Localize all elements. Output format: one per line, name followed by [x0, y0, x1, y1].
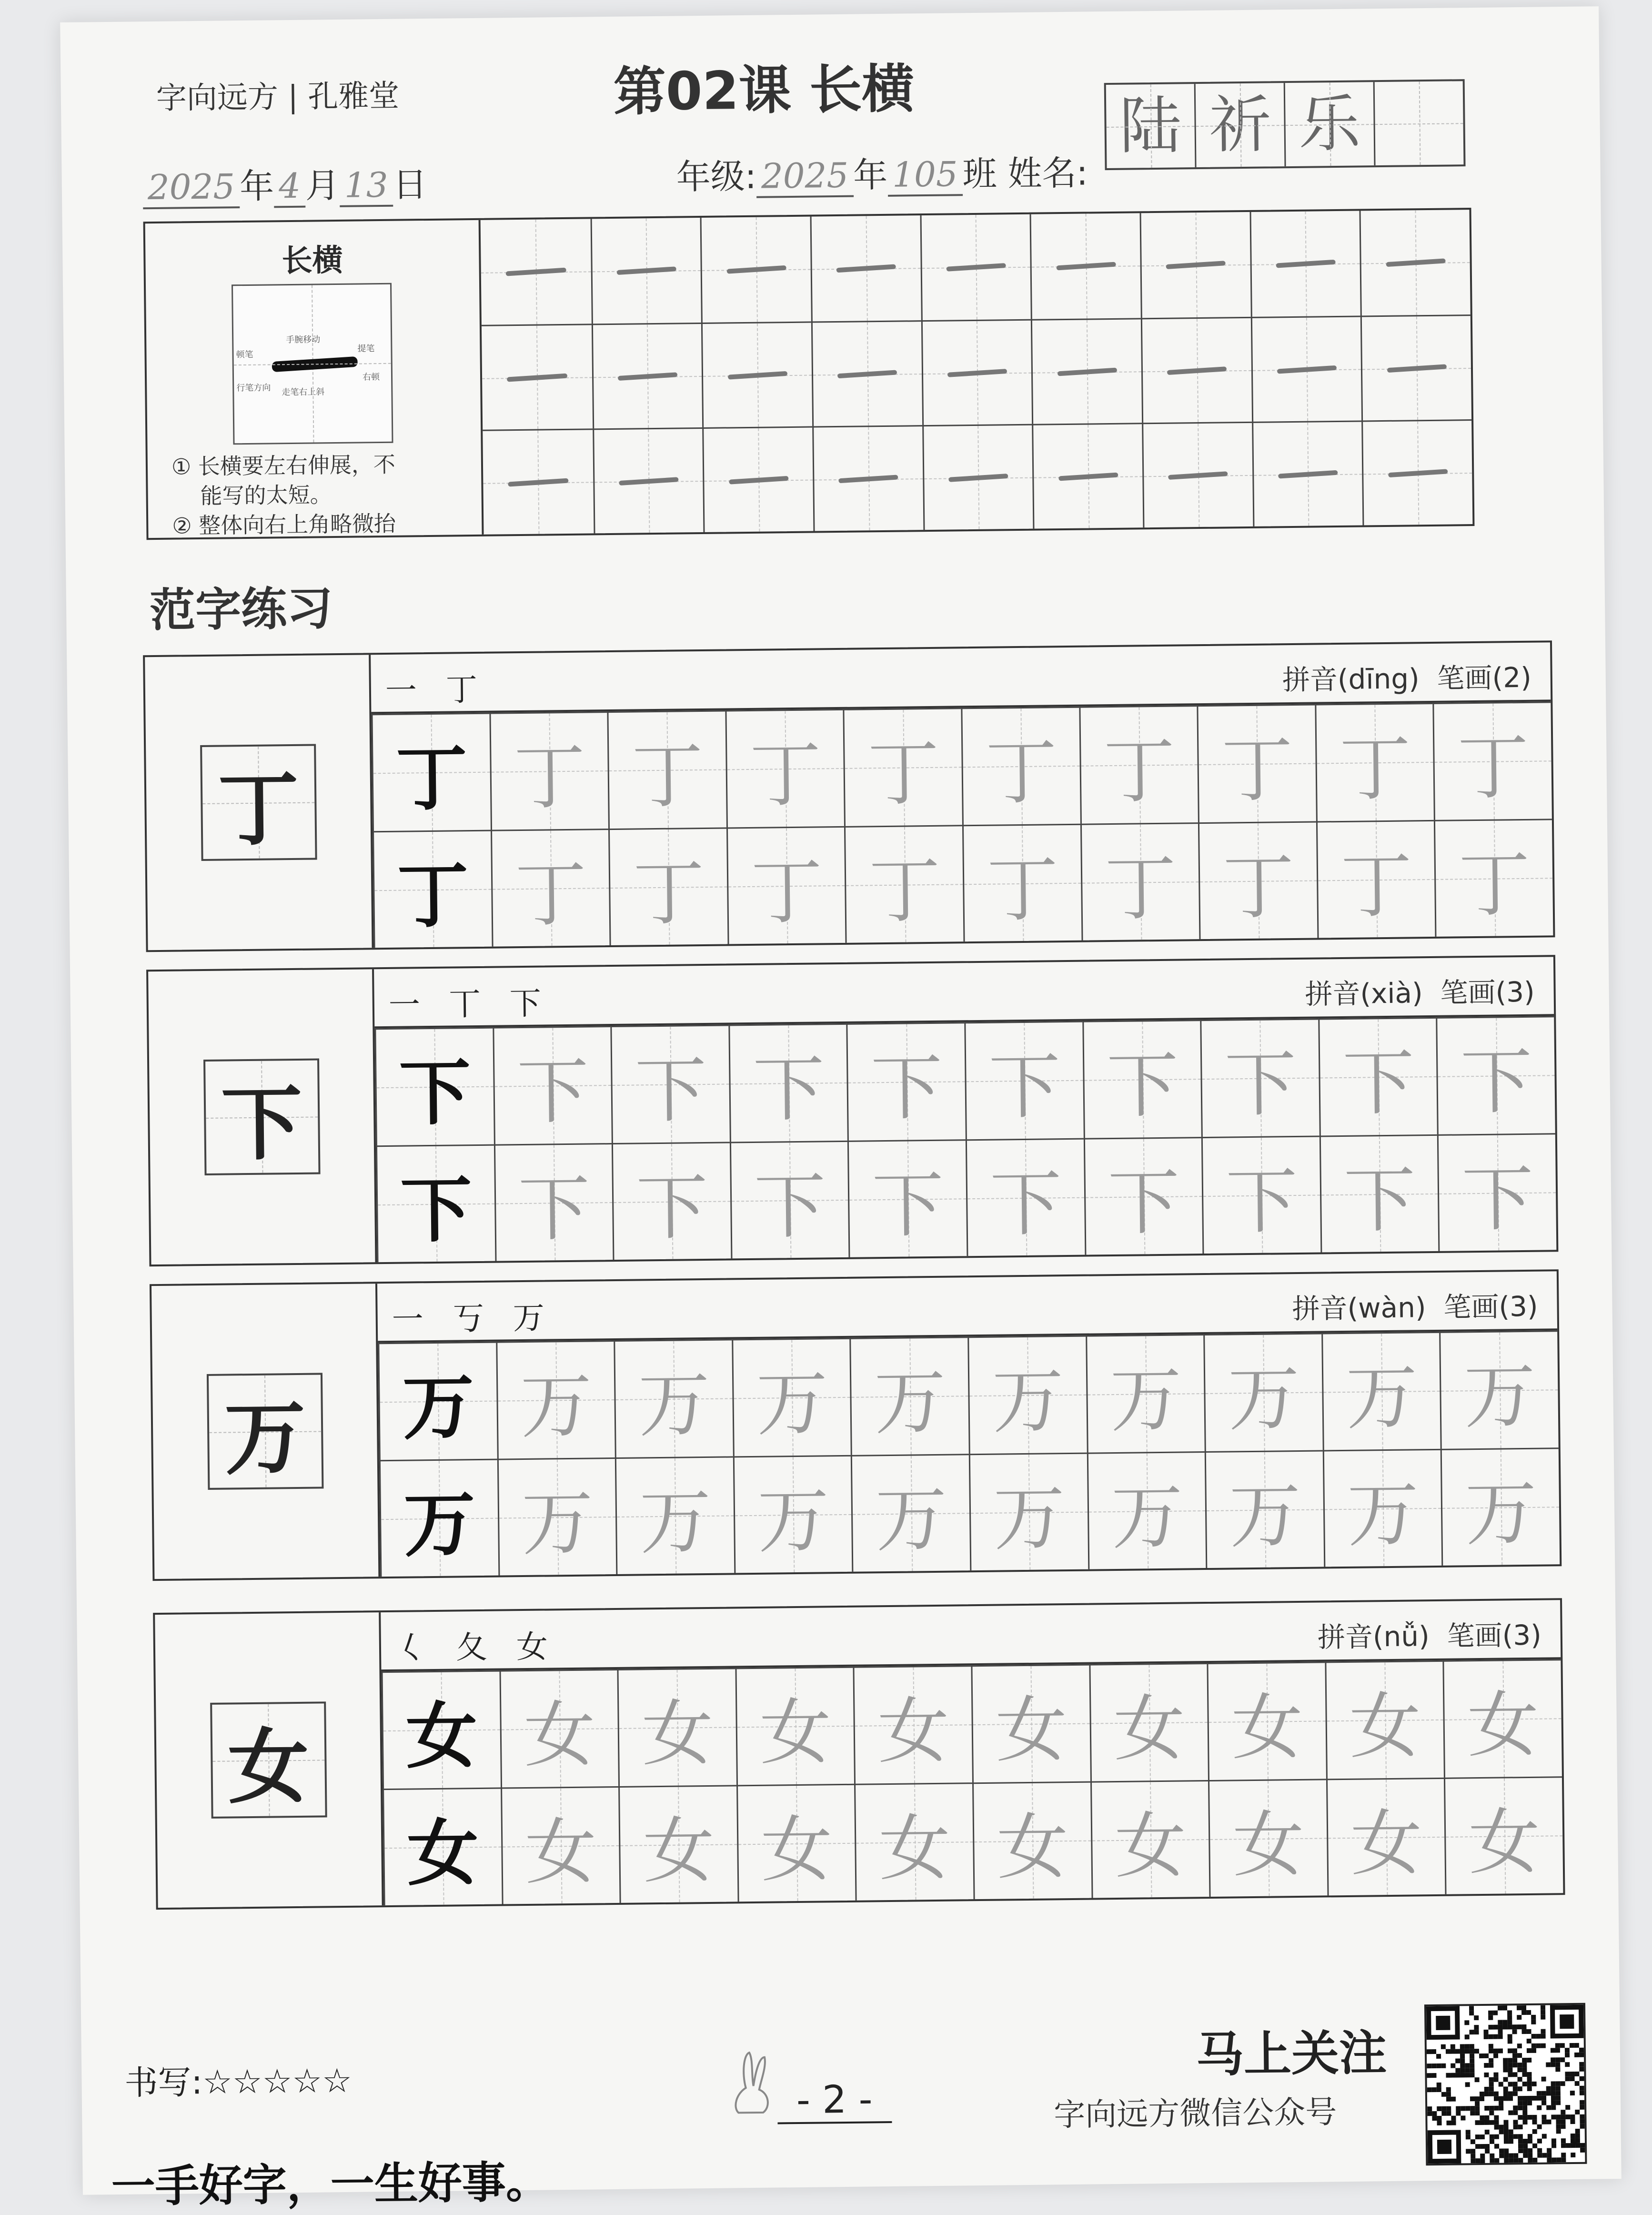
practice-cell[interactable]: 丁 [843, 708, 962, 826]
stroke-order: 一 丂 万 [392, 1299, 554, 1338]
name-label: 姓名: [1007, 152, 1088, 194]
rabbit-icon [725, 2049, 783, 2121]
practice-cell[interactable] [483, 428, 594, 534]
horizontal-stroke [1167, 366, 1227, 375]
horizontal-stroke [838, 475, 898, 483]
date-day[interactable]: 13 [339, 165, 393, 207]
practice-cell[interactable]: 万 [1323, 1448, 1442, 1567]
horizontal-stroke [1276, 260, 1336, 268]
practice-cell[interactable]: 万 [969, 1452, 1088, 1570]
practice-cell[interactable]: 下 [1437, 1133, 1556, 1251]
name-char-box[interactable]: 乐 [1284, 82, 1374, 166]
stroke-demo-diagram: 顿笔 手腕移动 提笔 行笔方向 右顿 走笔右上斜 [232, 283, 393, 445]
horizontal-stroke [726, 265, 786, 274]
horizontal-stroke [727, 371, 787, 379]
example-character-cell[interactable]: 万 [379, 1458, 498, 1577]
practice-cell[interactable]: 女 [499, 1669, 618, 1787]
practice-cell[interactable]: 万 [967, 1335, 1087, 1454]
horizontal-stroke [836, 264, 897, 273]
horizontal-stroke [946, 263, 1006, 272]
practice-cell[interactable]: 万 [732, 1338, 851, 1456]
character-practice-grid[interactable] [378, 1330, 1560, 1577]
grade-year[interactable]: 2025 [756, 155, 853, 198]
practice-cell[interactable]: 女 [853, 1665, 972, 1783]
character-meta: 拼音(xià) 笔画(3) [1305, 975, 1535, 1011]
practice-cell[interactable]: 万 [851, 1454, 970, 1572]
practice-cell[interactable]: 下 [612, 1142, 731, 1260]
follow-heading: 马上关注 [1196, 2025, 1387, 2083]
practice-cell[interactable] [1032, 423, 1143, 528]
follow-subtitle: 字向远方微信公众号 [1053, 2094, 1337, 2134]
horizontal-stroke [1277, 365, 1337, 374]
stroke-note: ② 整体向右上角略微抬 [172, 510, 396, 539]
star-rating[interactable]: ☆☆☆☆☆ [202, 2061, 353, 2102]
model-character: 女 [210, 1701, 327, 1819]
practice-cell[interactable]: 女 [1090, 1780, 1209, 1898]
practice-cell[interactable]: 女 [854, 1782, 973, 1901]
example-character-cell[interactable]: 女 [383, 1787, 502, 1905]
practice-cell[interactable]: 下 [1082, 1020, 1201, 1138]
stroke-order: 一 丅 下 [388, 985, 551, 1023]
practice-cell[interactable] [592, 323, 703, 428]
stroke-count: 3 [1506, 975, 1524, 1009]
character-meta: 拼音(dīng) 笔画(2) [1282, 661, 1532, 697]
practice-cell[interactable]: 下 [1318, 1017, 1437, 1135]
practice-cell[interactable]: 下 [1320, 1134, 1439, 1252]
practice-cell[interactable]: 丁 [726, 826, 846, 944]
practice-cell[interactable]: 下 [611, 1024, 730, 1143]
pinyin: nǚ [1383, 1620, 1419, 1653]
practice-cell[interactable] [700, 217, 811, 323]
practice-cell[interactable]: 女 [1208, 1779, 1327, 1897]
stroke-note: ① 长横要左右伸展，不 [171, 451, 396, 480]
character-meta: 拼音(nǚ) 笔画(3) [1317, 1618, 1542, 1654]
worksheet-page [60, 6, 1622, 2213]
practice-cell[interactable] [1142, 422, 1253, 527]
pinyin: xià [1370, 977, 1412, 1010]
model-character-panel [155, 1612, 383, 1908]
horizontal-stroke [616, 266, 676, 275]
practice-cell[interactable]: 女 [971, 1664, 1090, 1782]
practice-cell[interactable]: 下 [730, 1140, 849, 1258]
practice-cell[interactable] [922, 424, 1033, 530]
example-character-cell[interactable]: 丁 [371, 713, 490, 831]
character-block [150, 1269, 1561, 1581]
practice-cell[interactable]: 丁 [844, 825, 963, 943]
practice-cell[interactable]: 丁 [961, 707, 1080, 825]
stroke-info [145, 220, 484, 538]
practice-cell[interactable] [703, 426, 814, 532]
horizontal-stroke [948, 473, 1008, 482]
stroke-practice-box [143, 208, 1475, 540]
character-practice-grid[interactable] [374, 1016, 1556, 1262]
stroke-count: 3 [1509, 1290, 1528, 1323]
practice-cell[interactable] [812, 425, 923, 531]
horizontal-stroke [618, 372, 678, 381]
horizontal-stroke [619, 477, 679, 485]
name-char-box[interactable] [1373, 81, 1464, 165]
example-character-cell[interactable]: 下 [376, 1144, 495, 1262]
horizontal-stroke [507, 373, 567, 382]
model-character-panel [148, 969, 377, 1264]
stroke-order: 𡿨 夂 女 [395, 1628, 558, 1667]
practice-cell[interactable] [1361, 419, 1472, 525]
practice-cell[interactable]: 丁 [725, 709, 844, 827]
practice-cell[interactable] [921, 319, 1032, 425]
practice-cell[interactable]: 万 [733, 1455, 852, 1573]
practice-cell[interactable]: 下 [1083, 1137, 1202, 1255]
model-character-panel [145, 655, 373, 950]
horizontal-stroke [1058, 472, 1118, 481]
practice-cell[interactable]: 女 [1444, 1776, 1563, 1894]
practice-cell[interactable]: 丁 [1197, 704, 1316, 822]
character-practice-grid[interactable] [371, 701, 1553, 948]
practice-cell[interactable] [1250, 315, 1361, 421]
practice-cell[interactable] [1252, 420, 1363, 526]
practice-cell[interactable]: 丁 [962, 823, 1081, 941]
practice-cell[interactable]: 万 [1203, 1333, 1322, 1451]
practice-cell[interactable]: 下 [1201, 1135, 1320, 1254]
practice-cell[interactable]: 女 [617, 1668, 736, 1786]
name-char-box[interactable]: 祈 [1194, 83, 1285, 167]
date-year[interactable]: 2025 [142, 166, 240, 209]
example-character-cell[interactable]: 下 [374, 1027, 494, 1145]
practice-cell[interactable]: 女 [618, 1785, 737, 1903]
practice-cell[interactable]: 女 [972, 1781, 1091, 1899]
class-number[interactable]: 105 [887, 154, 963, 197]
practice-cell[interactable]: 下 [493, 1026, 612, 1144]
practice-cell[interactable]: 下 [846, 1022, 966, 1140]
practice-cell[interactable]: 丁 [608, 827, 727, 945]
practice-cell[interactable]: 万 [1440, 1330, 1559, 1448]
character-block [146, 955, 1558, 1266]
practice-cell[interactable]: 丁 [1198, 821, 1317, 939]
model-character: 丁 [200, 744, 317, 861]
practice-cell[interactable]: 丁 [1315, 703, 1434, 821]
practice-cell[interactable] [481, 219, 592, 324]
horizontal-stroke [947, 368, 1007, 377]
practice-cell[interactable] [1360, 314, 1471, 420]
practice-cell[interactable]: 万 [1086, 1334, 1205, 1452]
lesson-title: 第02课 长横 [613, 58, 915, 122]
example-character-cell[interactable]: 女 [381, 1670, 500, 1789]
date-row: 2025 年 4 月 13 日 [142, 157, 427, 209]
pinyin: wàn [1358, 1291, 1416, 1325]
practice-cell[interactable]: 下 [1200, 1018, 1319, 1136]
stroke-order: 一 丁 [385, 671, 487, 709]
model-character-panel [151, 1284, 380, 1579]
practice-cell[interactable]: 女 [1325, 1660, 1444, 1779]
long-horizontal-stroke [272, 356, 358, 372]
practice-cell[interactable]: 下 [847, 1139, 967, 1257]
student-row: 年级: 2025 年 105 班 姓名: [676, 145, 1088, 199]
horizontal-stroke [837, 370, 897, 378]
practice-cell[interactable]: 万 [1440, 1447, 1560, 1566]
practice-cell[interactable] [810, 215, 921, 321]
date-month[interactable]: 4 [274, 166, 306, 208]
practice-cell[interactable]: 下 [728, 1023, 847, 1142]
horizontal-stroke [508, 478, 568, 486]
pinyin: dīng [1348, 662, 1409, 696]
horizontal-stroke [1278, 470, 1338, 478]
character-block [153, 1598, 1565, 1910]
practice-cell[interactable]: 下 [964, 1021, 1083, 1139]
example-character-cell[interactable]: 丁 [373, 829, 492, 948]
stroke-title: 长横 [282, 243, 343, 279]
section-title: 范字练习 [149, 582, 333, 637]
qr-code[interactable] [1424, 2003, 1587, 2166]
stroke-count: 3 [1512, 1618, 1531, 1652]
practice-cell[interactable]: 下 [494, 1143, 613, 1261]
practice-cell[interactable]: 万 [615, 1456, 734, 1574]
practice-cell[interactable] [590, 218, 701, 324]
practice-cell[interactable]: 女 [501, 1786, 620, 1904]
practice-cell[interactable]: 万 [850, 1336, 969, 1455]
horizontal-stroke [1388, 469, 1448, 477]
practice-cell[interactable]: 丁 [1079, 705, 1198, 823]
practice-cell[interactable]: 丁 [607, 710, 726, 828]
practice-cell[interactable]: 女 [736, 1783, 856, 1901]
practice-cell[interactable]: 下 [966, 1138, 1085, 1256]
practice-cell[interactable]: 丁 [1433, 701, 1552, 819]
horizontal-stroke [1387, 364, 1447, 373]
horizontal-stroke [505, 268, 566, 276]
practice-cell[interactable] [593, 427, 704, 533]
page-number: - 2 - [777, 2077, 892, 2124]
model-character: 万 [206, 1373, 323, 1490]
horizontal-stroke [1056, 262, 1116, 271]
practice-cell[interactable]: 丁 [489, 711, 608, 829]
practice-cell[interactable] [1249, 211, 1360, 316]
horizontal-stroke [729, 475, 789, 484]
practice-cell[interactable] [1031, 318, 1142, 424]
horizontal-stroke [1057, 367, 1117, 376]
practice-cell[interactable] [1360, 210, 1471, 315]
practice-cell[interactable]: 女 [1326, 1777, 1445, 1895]
practice-cell[interactable]: 丁 [1434, 819, 1553, 937]
practice-cell[interactable] [811, 320, 922, 426]
practice-cell[interactable] [1141, 317, 1252, 423]
practice-cell[interactable]: 女 [1089, 1663, 1208, 1781]
rating: 书写:☆☆☆☆☆ [124, 2061, 353, 2103]
example-character-cell[interactable]: 万 [378, 1342, 497, 1460]
practice-cell[interactable]: 女 [1443, 1659, 1562, 1777]
practice-cell[interactable]: 万 [614, 1339, 733, 1457]
slogan: 一手好字，一生好事。 [111, 2156, 550, 2213]
practice-cell[interactable] [1030, 213, 1141, 319]
practice-cell[interactable]: 丁 [1316, 819, 1435, 938]
practice-cell[interactable]: 万 [1321, 1332, 1440, 1450]
practice-cell[interactable]: 下 [1436, 1016, 1555, 1134]
practice-cell[interactable]: 万 [1205, 1450, 1324, 1568]
practice-cell[interactable]: 丁 [1080, 822, 1199, 941]
practice-cell[interactable]: 女 [1207, 1661, 1326, 1780]
practice-cell[interactable]: 女 [735, 1667, 854, 1785]
character-block [143, 640, 1555, 952]
practice-cell[interactable]: 丁 [491, 829, 610, 947]
stroke-count: 2 [1502, 661, 1521, 694]
horizontal-stroke [1168, 471, 1228, 480]
name-boxes[interactable] [1104, 79, 1466, 170]
practice-cell[interactable] [1140, 212, 1251, 318]
stroke-practice-grid[interactable] [481, 210, 1473, 535]
character-meta: 拼音(wàn) 笔画(3) [1292, 1290, 1538, 1325]
practice-cell[interactable] [920, 214, 1031, 320]
horizontal-stroke [1166, 261, 1226, 269]
practice-cell[interactable]: 万 [496, 1340, 615, 1458]
practice-cell[interactable] [701, 322, 812, 427]
practice-cell[interactable]: 万 [1087, 1451, 1206, 1569]
model-character: 下 [203, 1058, 321, 1175]
practice-cell[interactable]: 万 [497, 1457, 616, 1576]
character-practice-grid[interactable] [381, 1659, 1563, 1905]
brand-logo: 字向远方 | 孔雅堂 [156, 78, 400, 116]
stroke-note: 能写的太短。 [200, 482, 332, 509]
name-char-box[interactable]: 陆 [1106, 84, 1195, 168]
horizontal-stroke [1386, 258, 1446, 267]
practice-cell[interactable] [482, 324, 593, 429]
